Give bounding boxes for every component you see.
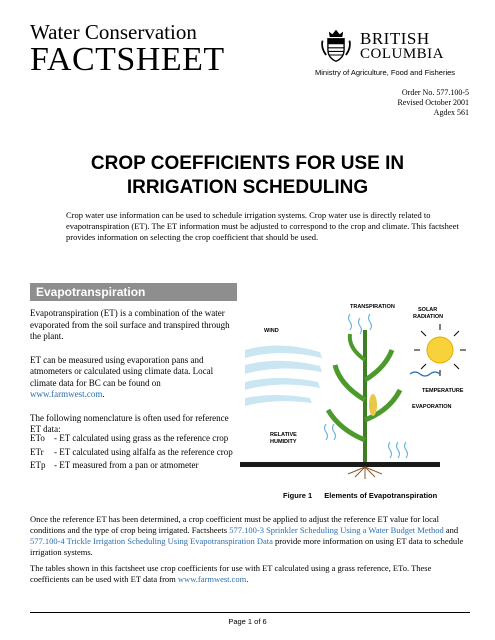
humidity-arrows bbox=[325, 424, 336, 440]
order-number: Order No. 577.100-5 bbox=[401, 88, 469, 97]
sun-icon bbox=[414, 324, 466, 376]
ground-line bbox=[240, 462, 440, 467]
nomenclature-paragraph: The following nomenclature is often used for reference ET data: bbox=[30, 412, 229, 434]
page-number: Page 1 of 6 bbox=[228, 617, 267, 626]
evapotranspiration-text bbox=[30, 308, 230, 436]
et-measurement-paragraph: ET can be measured using evaporation pans and atmometers or calculated using climate data. Local climate data for BC can be found on www.farmwest.com. bbox=[30, 354, 214, 399]
nomenclature-list bbox=[30, 432, 240, 473]
tables-paragraph: The tables shown in this factsheet use crop coefficients for use with ET calculated using a grass reference, ETo. These coefficients can be used with ET data from www.farmwest.com. bbox=[30, 563, 432, 584]
title-line-2: IRRIGATION SCHEDULING bbox=[126, 177, 369, 198]
farmwest-link[interactable]: www.farmwest.com bbox=[177, 574, 247, 584]
transpiration-arrows bbox=[349, 314, 372, 334]
section-heading-evapotranspiration: Evapotranspiration bbox=[30, 283, 237, 301]
label-evaporation: EVAPORATION bbox=[412, 404, 452, 410]
intro-paragraph: Crop water use information can be used to schedule irrigation systems. Crop water use is directly related to evapotranspiration (ET). The ET information must be adjusted to correspond to the crop and climate. This factsheet provides information on selecting the crop coefficient that should be used. bbox=[66, 210, 459, 242]
label-solar: SOLAR bbox=[418, 307, 438, 313]
wind-arrows bbox=[245, 345, 322, 406]
bc-wordmark-line2: COLUMBIA bbox=[360, 46, 445, 62]
nomenclature-item: ETo - ET calculated using grass as the reference crop bbox=[30, 433, 229, 443]
sprinkler-scheduling-link[interactable]: 577.100-3 Sprinkler Scheduling Using a Water Budget Method bbox=[229, 525, 444, 535]
header bbox=[30, 20, 470, 82]
ministry-name: Ministry of Agriculture, Food and Fisheries bbox=[315, 68, 456, 77]
label-temperature: TEMPERATURE bbox=[422, 388, 464, 394]
nomenclature-item: ETr - ET calculated using alfalfa as the reference crop bbox=[30, 446, 233, 457]
label-humidity: HUMIDITY bbox=[270, 439, 297, 445]
nomenclature-item: ETp - ET measured from a pan or atmometer bbox=[30, 460, 199, 470]
roots bbox=[348, 467, 382, 479]
temperature-wave bbox=[410, 372, 440, 376]
agdex-number: Agdex 561 bbox=[433, 108, 469, 117]
figure-number: Figure 1 bbox=[283, 491, 313, 500]
order-info bbox=[397, 88, 469, 118]
reference-et-paragraph: Once the reference ET has been determined, a crop coefficient must be applied to adjust the reference ET value for local conditions and the type of crop being irrigated. Factsheets 577.100-3 Sprinkler Scheduling Using a Water Budget Method and 577.100-4 Trickle Irrigation Scheduling Using Evapotranspiration Data provide more information on using ET data to schedule irrigation systems. bbox=[30, 514, 464, 557]
figure-caption bbox=[283, 491, 437, 500]
bc-wordmark-line1: BRITISH bbox=[360, 29, 430, 48]
label-transpiration: TRANSPIRATION bbox=[350, 304, 395, 310]
label-radiation: RADIATION bbox=[413, 314, 444, 320]
evapotranspiration-diagram bbox=[240, 290, 470, 480]
revised-date: Revised October 2001 bbox=[397, 98, 469, 107]
factsheet-label: FACTSHEET bbox=[30, 41, 225, 78]
footer-rule bbox=[30, 612, 470, 613]
et-definition-paragraph: Evapotranspiration (ET) is a combination of the water evaporated from the soil surface and transpired through the plant. bbox=[30, 308, 230, 341]
title-line-1: CROP COEFFICIENTS FOR USE IN bbox=[90, 153, 405, 174]
label-relative: RELATIVE bbox=[270, 432, 297, 438]
label-wind: WIND bbox=[264, 328, 279, 334]
figure-title: Elements of Evapotranspiration bbox=[324, 491, 438, 500]
factsheet-series-title: Water Conservation bbox=[30, 20, 197, 44]
evaporation-arrows bbox=[389, 442, 408, 458]
bc-coat-of-arms-icon bbox=[318, 28, 354, 64]
page-title bbox=[0, 152, 495, 200]
trickle-irrigation-link[interactable]: 577.100-4 Trickle Irrigation Scheduling Using Evapotranspiration Data bbox=[30, 536, 273, 546]
farmwest-link[interactable]: www.farmwest.com bbox=[30, 389, 103, 399]
evapotranspiration-figure bbox=[240, 290, 470, 480]
